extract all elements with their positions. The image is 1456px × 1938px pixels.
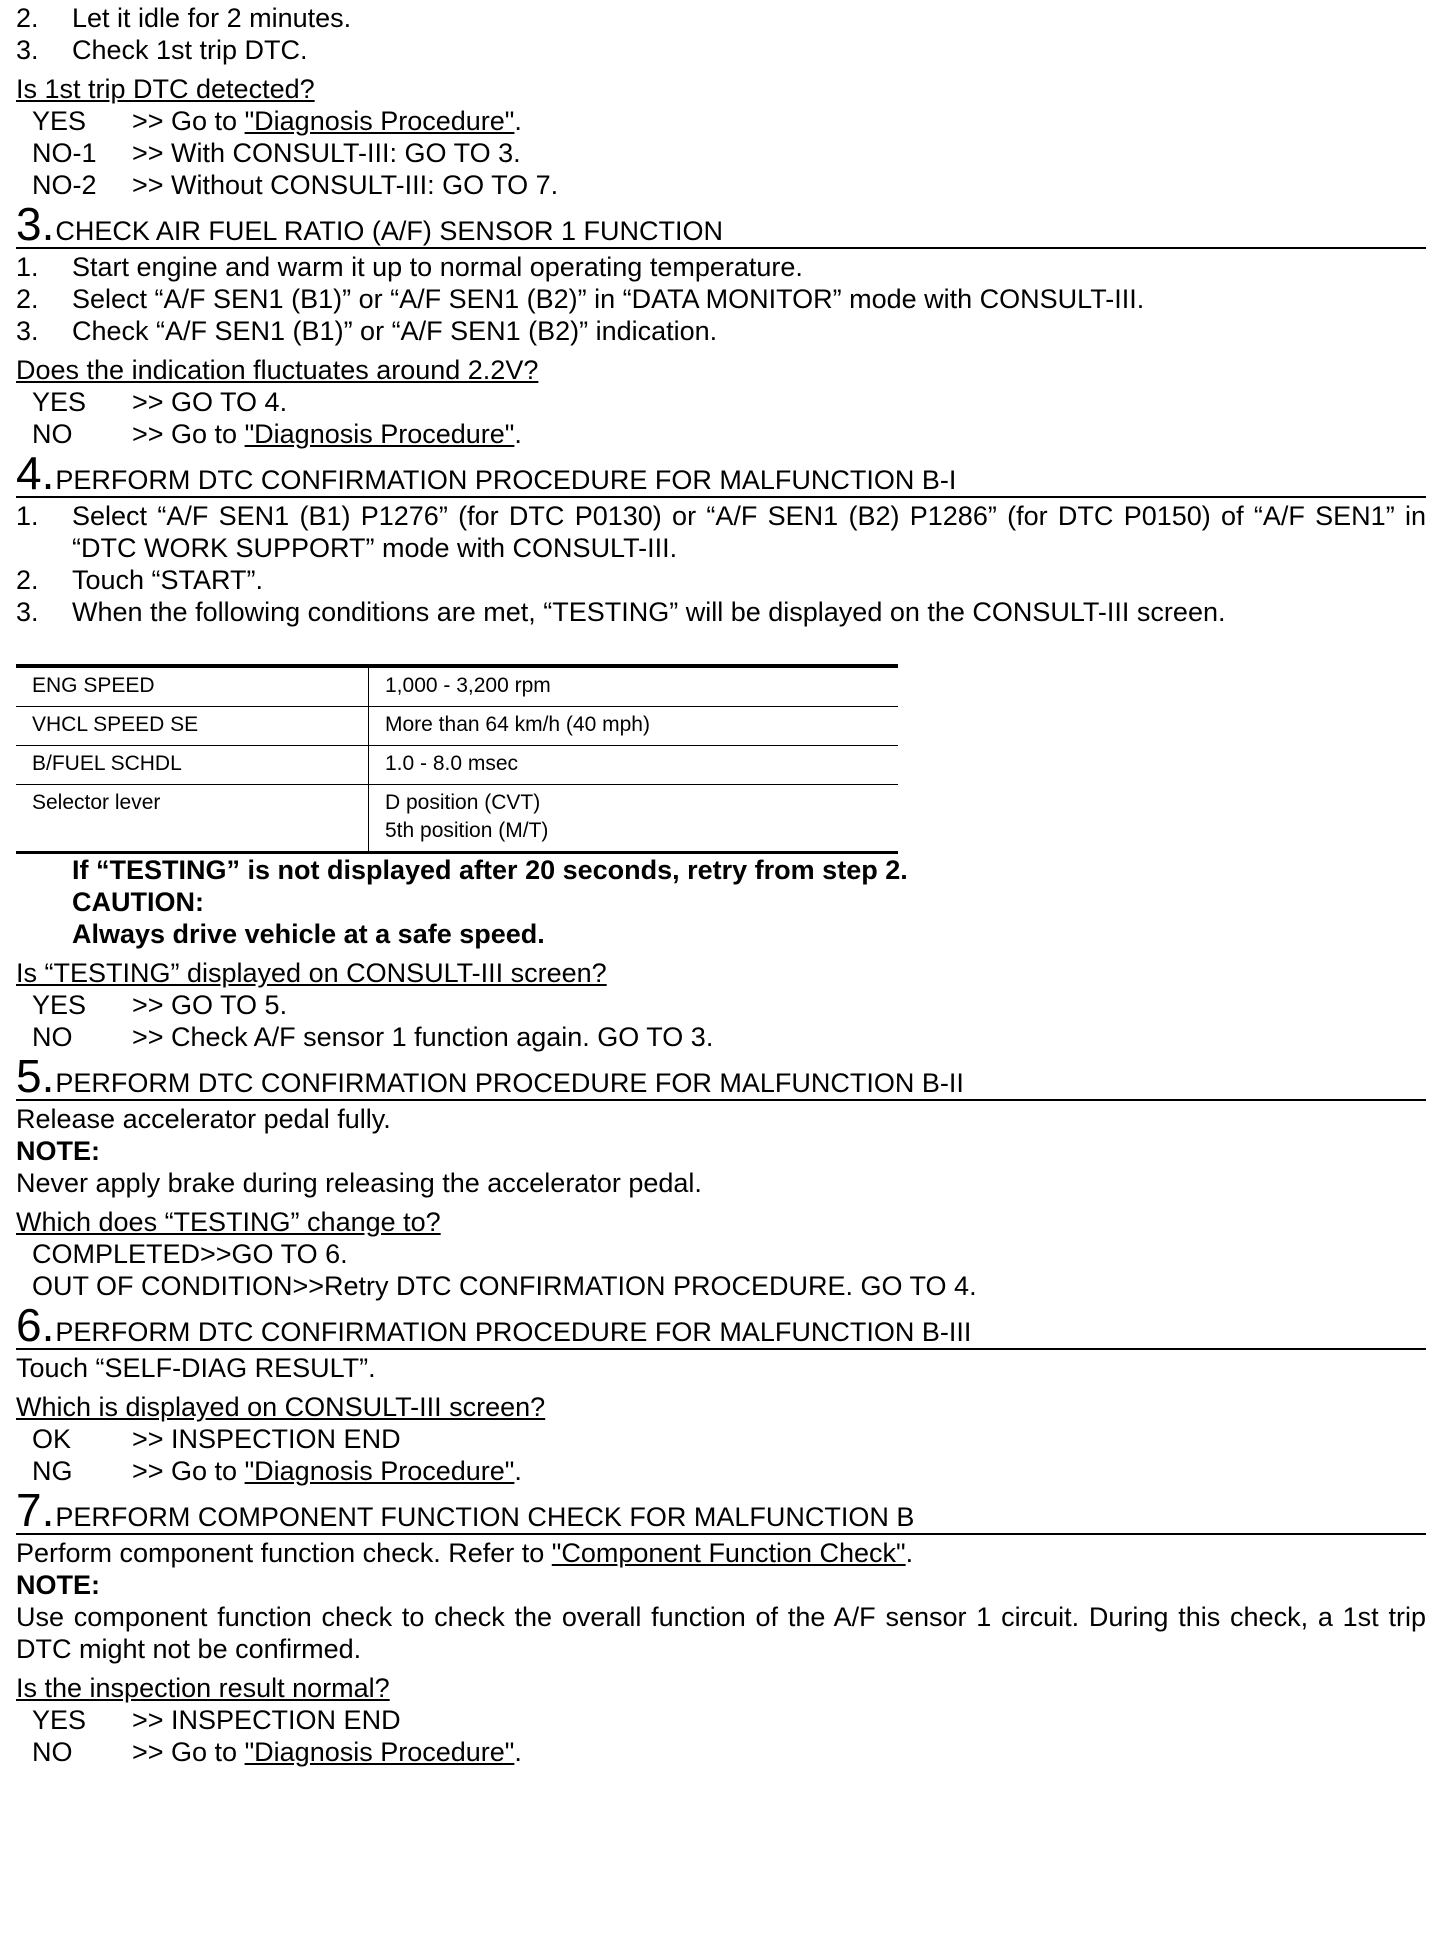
step-number: 3. (16, 597, 39, 627)
step-item (16, 315, 1426, 347)
step-text: Check 1st trip DTC. (72, 35, 308, 65)
section-number: 4. (16, 447, 55, 499)
answer-row (32, 386, 1426, 418)
answer-list (32, 105, 1426, 201)
section-number: 7. (16, 1484, 55, 1536)
diagnosis-procedure-link[interactable]: "Diagnosis Procedure" (244, 1737, 515, 1767)
answer-list (32, 989, 1426, 1053)
question-testing-change: Which does “TESTING” change to? (16, 1207, 441, 1237)
answer-key: YES (32, 106, 87, 136)
body-text: Release accelerator pedal fully. (16, 1104, 391, 1134)
document-page (16, 2, 1426, 1768)
table-cell-line: 5th position (M/T) (385, 819, 549, 842)
table-cell-value: 1.0 - 8.0 msec (369, 746, 899, 785)
section-number: 6. (16, 1299, 55, 1351)
answer-list (32, 1704, 1426, 1768)
answer-text: >> Go to "Diagnosis Procedure". (132, 106, 522, 136)
answer-list (32, 1423, 1426, 1487)
question-testing: Is “TESTING” displayed on CONSULT-III screen? (16, 958, 607, 988)
table-cell-value: 1,000 - 3,200 rpm (385, 674, 551, 697)
step-text: Touch “START”. (72, 565, 264, 595)
step-number: 2. (16, 284, 39, 314)
diagnosis-procedure-link[interactable]: "Diagnosis Procedure" (244, 419, 515, 449)
note-text: Use component function check to check the overall function of the A/F sensor 1 circuit. During this check, a 1st trip DTC might not be confirmed. (16, 1602, 1426, 1664)
step-number: 3. (16, 316, 39, 346)
step-item (16, 596, 1426, 628)
answer-text: >> Go to "Diagnosis Procedure". (132, 1737, 522, 1767)
question-result-normal: Is the inspection result normal? (16, 1673, 390, 1703)
step-text: Start engine and warm it up to normal operating temperature. (72, 252, 803, 282)
answer-key: YES (32, 1705, 87, 1735)
answer-key: OK (32, 1424, 72, 1454)
question-displayed: Which is displayed on CONSULT-III screen? (16, 1392, 546, 1422)
answer-row (32, 1736, 1426, 1768)
section-number: 5. (16, 1050, 55, 1102)
step-number: 2. (16, 565, 39, 595)
note-text: Never apply brake during releasing the accelerator pedal. (16, 1168, 702, 1198)
answer-row (32, 105, 1426, 137)
answer-key: NG (32, 1456, 73, 1486)
table-row (16, 746, 898, 785)
step-item (16, 564, 1426, 596)
step-text: When the following conditions are met, “TESTING” will be displayed on the CONSULT-III screen. (72, 597, 1226, 627)
answer-row (32, 989, 1426, 1021)
table-cell-value (369, 785, 899, 853)
answer-text: >> GO TO 5. (132, 990, 288, 1020)
step-number: 1. (16, 252, 39, 282)
answer-text: >> Without CONSULT-III: GO TO 7. (132, 170, 559, 200)
note-label: NOTE: (16, 1570, 100, 1600)
answer-text: >> INSPECTION END (132, 1705, 401, 1735)
answer-text: >> INSPECTION END (132, 1424, 401, 1454)
step-number: 1. (16, 501, 39, 531)
answer-key: NO (32, 1022, 73, 1052)
section-title: PERFORM DTC CONFIRMATION PROCEDURE FOR MALFUNCTION B-III (55, 1317, 972, 1347)
body-text: Perform component function check. Refer to "Component Function Check". (16, 1538, 914, 1568)
table-cell-value: More than 64 km/h (40 mph) (369, 707, 899, 746)
note-label: NOTE: (16, 1136, 100, 1166)
section-heading-6 (16, 1299, 1426, 1351)
component-function-check-link[interactable]: "Component Function Check" (551, 1538, 906, 1568)
step-text: Select “A/F SEN1 (B1)” or “A/F SEN1 (B2)” in “DATA MONITOR” mode with CONSULT-III. (72, 284, 1145, 314)
answer-row (32, 1423, 1426, 1455)
section-title: PERFORM COMPONENT FUNCTION CHECK FOR MALFUNCTION B (55, 1502, 915, 1532)
answer-key: NO (32, 419, 73, 449)
section-title: CHECK AIR FUEL RATIO (A/F) SENSOR 1 FUNCTION (55, 216, 723, 246)
section-heading-7 (16, 1484, 1426, 1536)
caution-text: Always drive vehicle at a safe speed. (72, 919, 545, 949)
answer-list (32, 1238, 1426, 1302)
section-title: PERFORM DTC CONFIRMATION PROCEDURE FOR MALFUNCTION B-II (55, 1068, 964, 1098)
table-cell-item: VHCL SPEED SE (16, 707, 369, 746)
table-cell-item: ENG SPEED (16, 666, 369, 707)
step-text: Check “A/F SEN1 (B1)” or “A/F SEN1 (B2)” indication. (72, 316, 718, 346)
answer-row (32, 1704, 1426, 1736)
step-item (16, 34, 1426, 66)
section-title: PERFORM DTC CONFIRMATION PROCEDURE FOR MALFUNCTION B-I (55, 465, 957, 495)
step-text: Select “A/F SEN1 (B1) P1276” (for DTC P0130) or “A/F SEN1 (B2) P1286” (for DTC P0150) of “A/F SEN1” in “DTC WORK SUPPORT” mode with CONSULT-III. (72, 501, 1426, 563)
step-number: 3. (16, 35, 39, 65)
table-row (16, 666, 898, 707)
step-item (16, 2, 1426, 34)
testing-note: If “TESTING” is not displayed after 20 seconds, retry from step 2. (72, 855, 908, 885)
section-heading-5 (16, 1050, 1426, 1102)
answer-row: OUT OF CONDITION>>Retry DTC CONFIRMATION PROCEDURE. GO TO 4. (32, 1271, 977, 1301)
table-cell-item: B/FUEL SCHDL (16, 746, 369, 785)
answer-row (32, 137, 1426, 169)
answer-key: NO-1 (32, 138, 97, 168)
section-heading-4 (16, 447, 1426, 499)
table-row (16, 785, 898, 853)
question-fluctuates: Does the indication fluctuates around 2.2V? (16, 355, 539, 385)
table-cell-item: Selector lever (16, 785, 369, 853)
answer-text: >> GO TO 4. (132, 387, 288, 417)
diagnosis-procedure-link[interactable]: "Diagnosis Procedure" (244, 106, 515, 136)
table-cell-line: D position (CVT) (385, 791, 541, 814)
answer-row: COMPLETED>>GO TO 6. (32, 1239, 348, 1269)
caution-label: CAUTION: (72, 887, 204, 917)
answer-row (32, 1455, 1426, 1487)
answer-row (32, 418, 1426, 450)
answer-row (32, 169, 1426, 201)
question-detected: Is 1st trip DTC detected? (16, 74, 315, 104)
body-text: Touch “SELF-DIAG RESULT”. (16, 1353, 376, 1383)
answer-key: NO-2 (32, 170, 97, 200)
answer-key: YES (32, 387, 87, 417)
answer-text: >> Check A/F sensor 1 function again. GO TO 3. (132, 1022, 714, 1052)
conditions-table (16, 664, 898, 854)
diagnosis-procedure-link[interactable]: "Diagnosis Procedure" (244, 1456, 515, 1486)
answer-key: NO (32, 1737, 73, 1767)
step-text: Let it idle for 2 minutes. (72, 3, 352, 33)
step-number: 2. (16, 3, 39, 33)
step-item (16, 283, 1426, 315)
answer-list (32, 386, 1426, 450)
answer-key: YES (32, 990, 87, 1020)
table-row (16, 707, 898, 746)
section-heading-3 (16, 198, 1426, 250)
step-item (16, 500, 1426, 564)
step-item (16, 251, 1426, 283)
answer-text: >> Go to "Diagnosis Procedure". (132, 419, 522, 449)
answer-text: >> Go to "Diagnosis Procedure". (132, 1456, 522, 1486)
answer-row (32, 1021, 1426, 1053)
answer-text: >> With CONSULT-III: GO TO 3. (132, 138, 521, 168)
section-number: 3. (16, 198, 55, 250)
